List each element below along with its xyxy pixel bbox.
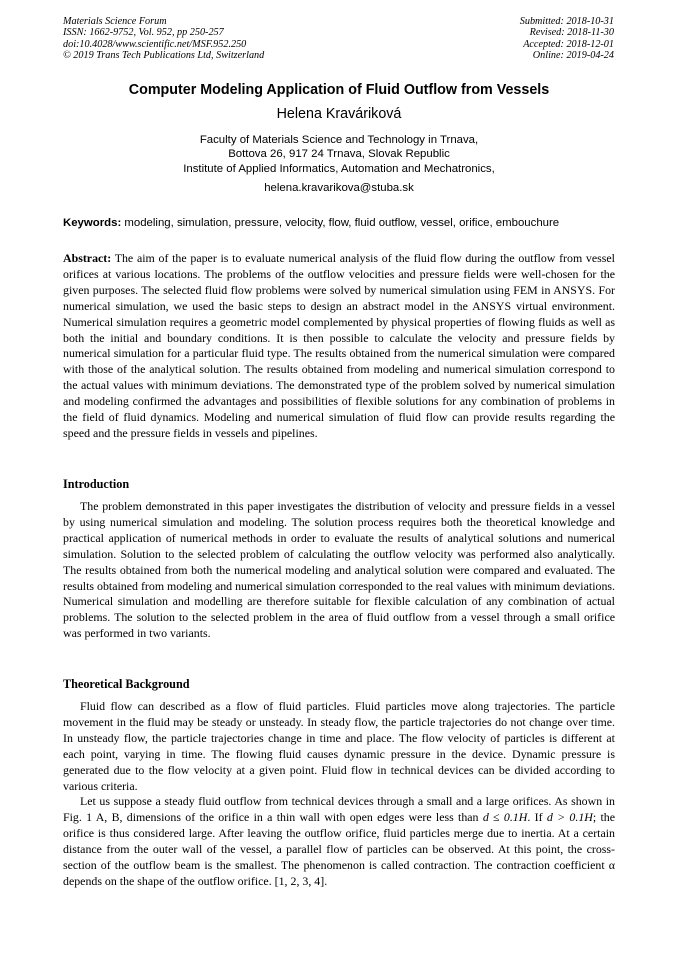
theory-paragraph-2 [63,794,615,889]
date-accepted: Accepted: 2018-12-01 [523,38,614,50]
theory-paragraph-1: Fluid flow can described as a flow of fluid particles. Fluid particles move along trajectories. The particle movement in the fluid may be steady or unsteady. In steady flow, the particle trajectories do not change over time. In unsteady flow, the particle trajectories change in time and place. The flow velocity of particles is different at each point, varying in time. The flowing fluid causes dynamic pressure in the device. Dynamic pressure is generated due to the flow velocity at a given point. Fluid flow in technical devices can be divided according to various criteria. [63,699,615,793]
affiliation-line: Bottova 26, 917 24 Trnava, Slovak Republic [228,148,450,161]
keywords [63,217,615,229]
keywords-label: Keywords: [63,217,122,229]
theory-body [63,699,615,890]
theory-text: Let us suppose a steady fluid outflow from technical devices through a small and a large orifices. As shown in Fig. 1 A, B, dimensions of the orifice in a thin wall with open edges were less than [63,794,615,825]
author-email: helena.kravarikova@stuba.sk [264,182,414,194]
abstract-text: The aim of the paper is to evaluate numerical analysis of the fluid flow during the outflow from vessel orifices at various locations. The problems of the outflow velocities and pressure fields were well-chosen for the given purposes. The selected fluid flow problems were solved by numerical simulation using FEM in ANSYS. For numerical simulation, we used the basic steps to design an abstract model in the ANSYS virtual environment. Numerical simulation requires a geometric model complemented by physical properties of flowing fluids as well as both the initial and boundary conditions. It is then possible to calculate the velocity and pressure fields by numerical simulation for a particular fluid type. The results obtained from the numerical simulation were compared with those of the analytical solution. The results obtained from modeling and numerical simulation correspond to the actual values with minimum deviations. The demonstrated type of the problem solved by numerical simulation and modeling confirmed the advantages and possibilities of flexible solutions for any combination of problems in the field of fluid dynamics. Modeling and numerical simulation of fluid flow can provide results regarding the speed and the pressure fields in vessels and pipelines. [63,251,615,440]
affiliation-line: Institute of Applied Informatics, Automation and Mechatronics, [183,162,495,175]
journal-issn: ISSN: 1662-9752, Vol. 952, pp 250-257 [63,27,224,39]
section-heading-introduction: Introduction [63,477,130,491]
date-online: Online: 2019-04-24 [532,49,614,61]
paper-title: Computer Modeling Application of Fluid Outflow from Vessels [128,82,550,98]
orifice-condition-large: d > 0.1H [546,810,593,825]
date-revised: Revised: 2018-11-30 [529,27,614,39]
date-submitted: Submitted: 2018-10-31 [519,16,614,27]
author-name: Helena Kraváriková [276,106,402,122]
journal-copyright: © 2019 Trans Tech Publications Ltd, Switzerland [63,49,265,61]
affiliation-line: Faculty of Materials Science and Technology in Trnava, [199,134,479,146]
abstract-label: Abstract: [63,251,112,265]
introduction-body [63,499,615,642]
journal-name: Materials Science Forum [63,16,167,27]
orifice-condition-small: d ≤ 0.1H [482,810,528,825]
keywords-text: modeling, simulation, pressure, velocity, flow, fluid outflow, vessel, orifice, embouchure [121,217,560,229]
abstract [63,251,615,442]
introduction-paragraph: The problem demonstrated in this paper investigates the distribution of velocity and pressure fields in a vessel by using numerical simulation and modeling. The solution process requires both the theoretical knowledge and practical application of numerical methods in order to evaluate the results of analytical solutions and numerical simulation. Solution to the selected problem of calculating the outflow velocity was performed also analytically. The results obtained from both the numerical modeling and analytical solution were compared and evaluated. The results obtained from modeling and numerical simulation corresponded to the real values with minimum deviations. Numerical simulation and modelling are therefore suitable for flexible calculation of any combination of actual problems. The solution to the selected problem in the area of fluid outflow from a vessel through a small orifice was performed in two variants. [63,499,615,641]
theory-text: ; the orifice is thus considered large. After leaving the outflow orifice, fluid particles merge due to inertia. At a certain distance from the outer wall of the vessel, a parallel flow of particles can be observed. At this point, the cross-section of the outflow beam is the smallest. The phenomenon is called contraction. The contraction coefficient α depends on the shape of the outflow orifice. [1, 2, 3, 4]. [63,810,615,888]
theory-text: . If [527,810,547,825]
section-heading-theory: Theoretical Background [63,677,190,691]
journal-doi: doi:10.4028/www.scientific.net/MSF.952.250 [63,38,247,50]
affiliation [0,133,678,176]
publication-dates [520,16,614,61]
journal-info [63,16,264,61]
